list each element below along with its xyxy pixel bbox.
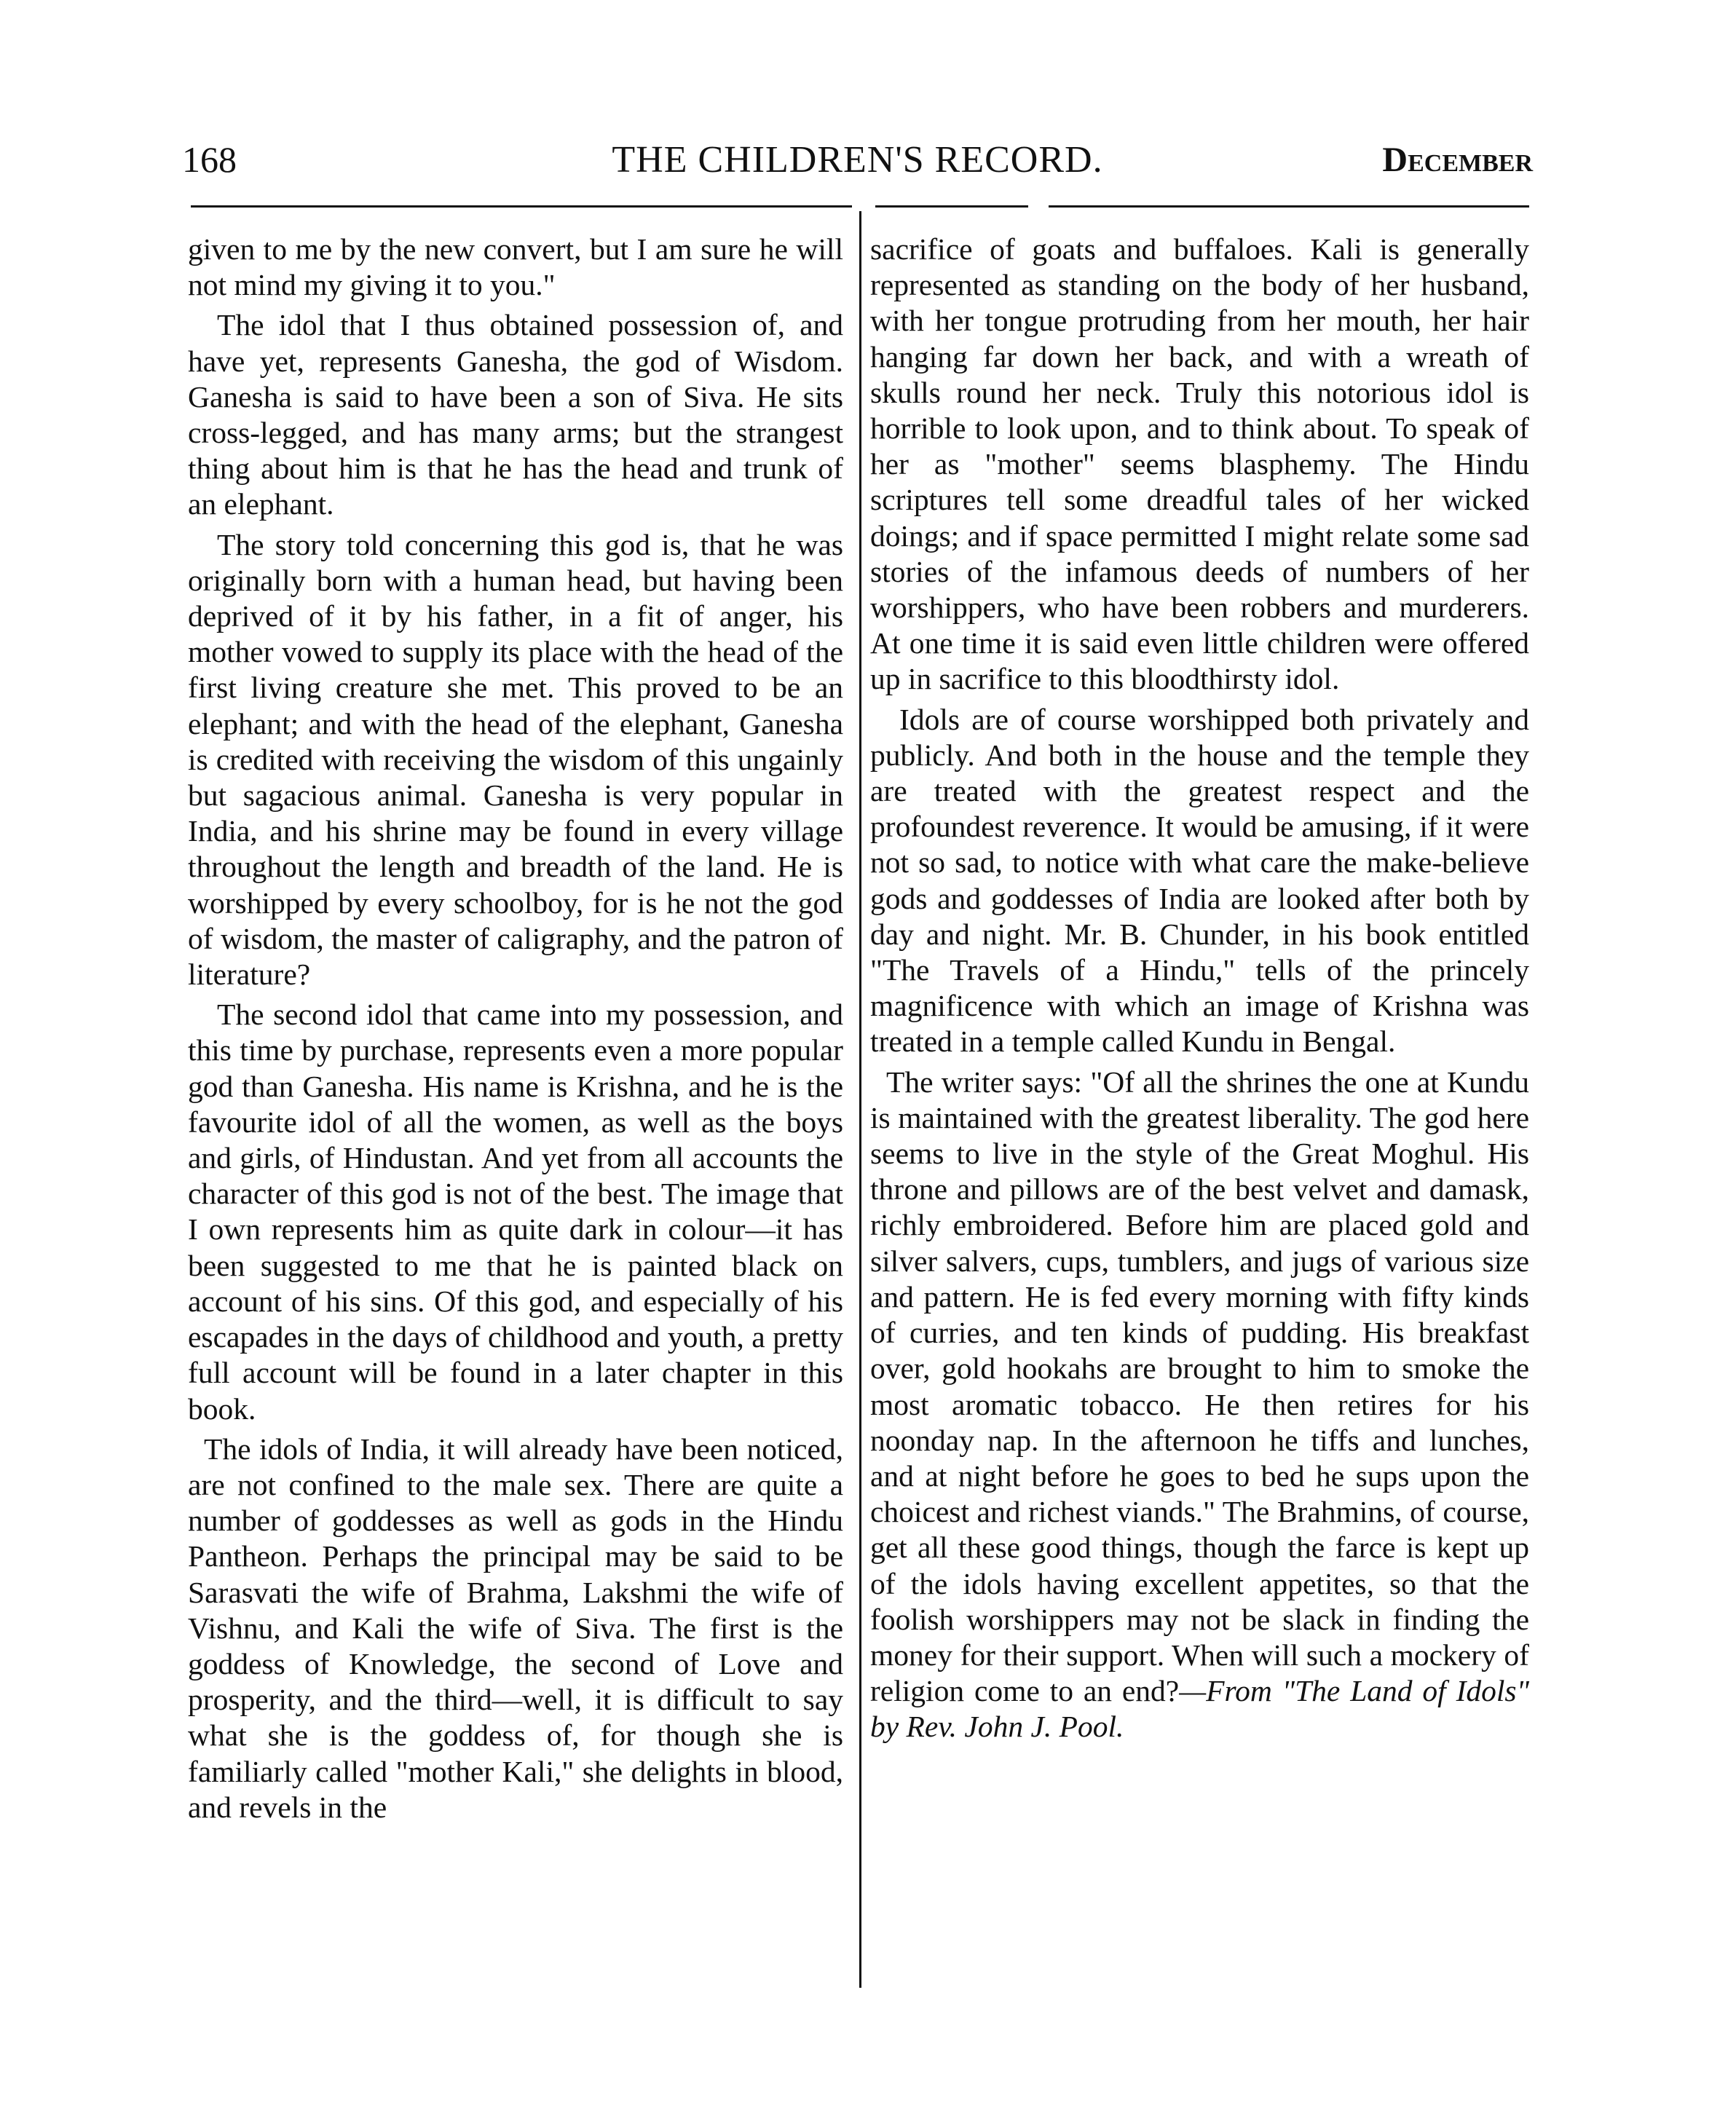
issue-month: December (1382, 141, 1533, 179)
left-paragraph-5: The idols of India, it will already have been noticed, are not confined to the male sex. There are quite a number of goddesses as well as gods in the Hindu Pantheon. Perhaps the principal may be said to be Sarasvati the wife of Brahma, Lakshmi the wife of Vishnu, and Kali the wife of Siva. The first is the goddess of Knowledge, the second of Love and prosperity, and the third—well, it is difficult to say what she is the goddess of, for though she is familiarly called "mother Kali," she delights in blood, and revels in the (188, 1431, 843, 1824)
column-divider (859, 211, 861, 1988)
right-column (870, 232, 1529, 1750)
journal-title: THE CHILDREN'S RECORD. (612, 139, 1103, 181)
left-column (188, 232, 843, 1830)
left-paragraph-1: given to me by the new convert, but I am sure he will not mind my giving it to you." (188, 232, 843, 302)
header-rule-middle (875, 205, 1028, 208)
left-paragraph-4: The second idol that came into my possession, and this time by purchase, represents even a more popular god than Ganesha. His name is Krishna, and he is the favourite idol of all the women, as well as the boys and girls, of Hindustan. And yet from all accounts the character of this god is not of the best. The image that I own represents him as quite dark in colour—it has been suggested to me that he is painted black on account of his sins. Of this god, and especially of his escapades in the days of childhood and youth, a pretty full account will be found in a later chapter in this book. (188, 998, 843, 1426)
left-paragraph-3: The story told concerning this god is, that he was originally born with a human head, but having been deprived of it by his father, in a fit of anger, his mother vowed to supply its place with the head of the first living creature she met. This proved to be an elephant; and with the head of the elephant, Ganesha is credited with receiving the wisdom of this ungainly but sagacious animal. Ganesha is very popular in India, and his shrine may be found in every village throughout the length and breadth of the land. He is worshipped by every schoolboy, for is he not the god of wisdom, the master of caligraphy, and the patron of literature? (188, 527, 843, 992)
page-header (182, 138, 1533, 189)
right-paragraph-3 (870, 1065, 1529, 1745)
page-number: 168 (182, 139, 237, 180)
right-paragraph-3-text: The writer says: "Of all the shrines the one at Kundu is maintained with the greatest liberality. The god here seems to live in the style of the Great Moghul. His throne and pillows are of the best velvet and damask, richly embroidered. Before him are placed gold and silver salvers, cups, tumblers, and jugs of various size and pattern. He is fed every morning with fifty kinds of curries, and ten kinds of pudding. His breakfast over, gold hookahs are brought to him to smoke the most aromatic tobacco. He then retires for his noonday nap. In the afternoon he tiffs and lunches, and at night before he goes to bed he sups upon the choicest and richest viands." The Brahmins, of course, get all these good things, though the farce is kept up of the idols having excellent appetites, so that the foolish worshippers may not be slack in finding the money for their support. When will such a mockery of religion come to an end? (870, 1065, 1529, 1708)
left-paragraph-2: The idol that I thus obtained possession of, and have yet, represents Ganesha, the god of Wisdom. Ganesha is said to have been a son of Siva. He sits cross-legged, and has many arms; but the strangest thing about him is that he has the head and trunk of an elephant. (188, 308, 843, 521)
header-rule-right (1049, 205, 1529, 208)
right-paragraph-2: Idols are of course worshipped both privately and publicly. And both in the house and the temple they are treated with the greatest respect and the profoundest reverence. It would be amusing, if it were not so sad, to notice with what care the make-believe gods and goddesses of India are looked after both by day and night. Mr. B. Chunder, in his book entitled "The Travels of a Hindu," tells of the princely magnificence with which an image of Krishna was treated in a temple called Kundu in Bengal. (870, 702, 1529, 1059)
source-note: —From "The Land of Idols" by Rev. John J. Pool. (870, 1674, 1529, 1744)
header-rule-left (191, 205, 852, 208)
right-paragraph-1: sacrifice of goats and buffaloes. Kali is generally represented as standing on the body of her husband, with her tongue protruding from her mouth, her hair hanging far down her back, and with a wreath of skulls round her neck. Truly this notorious idol is horrible to look upon, and to think about. To speak of her as "mother" seems blasphemy. The Hindu scriptures tell some dreadful tales of her wicked doings; and if space permitted I might relate some sad stories of the infamous deeds of numbers of her worshippers, who have been robbers and murderers. At one time it is said even little children were offered up in sacrifice to this bloodthirsty idol. (870, 232, 1529, 696)
